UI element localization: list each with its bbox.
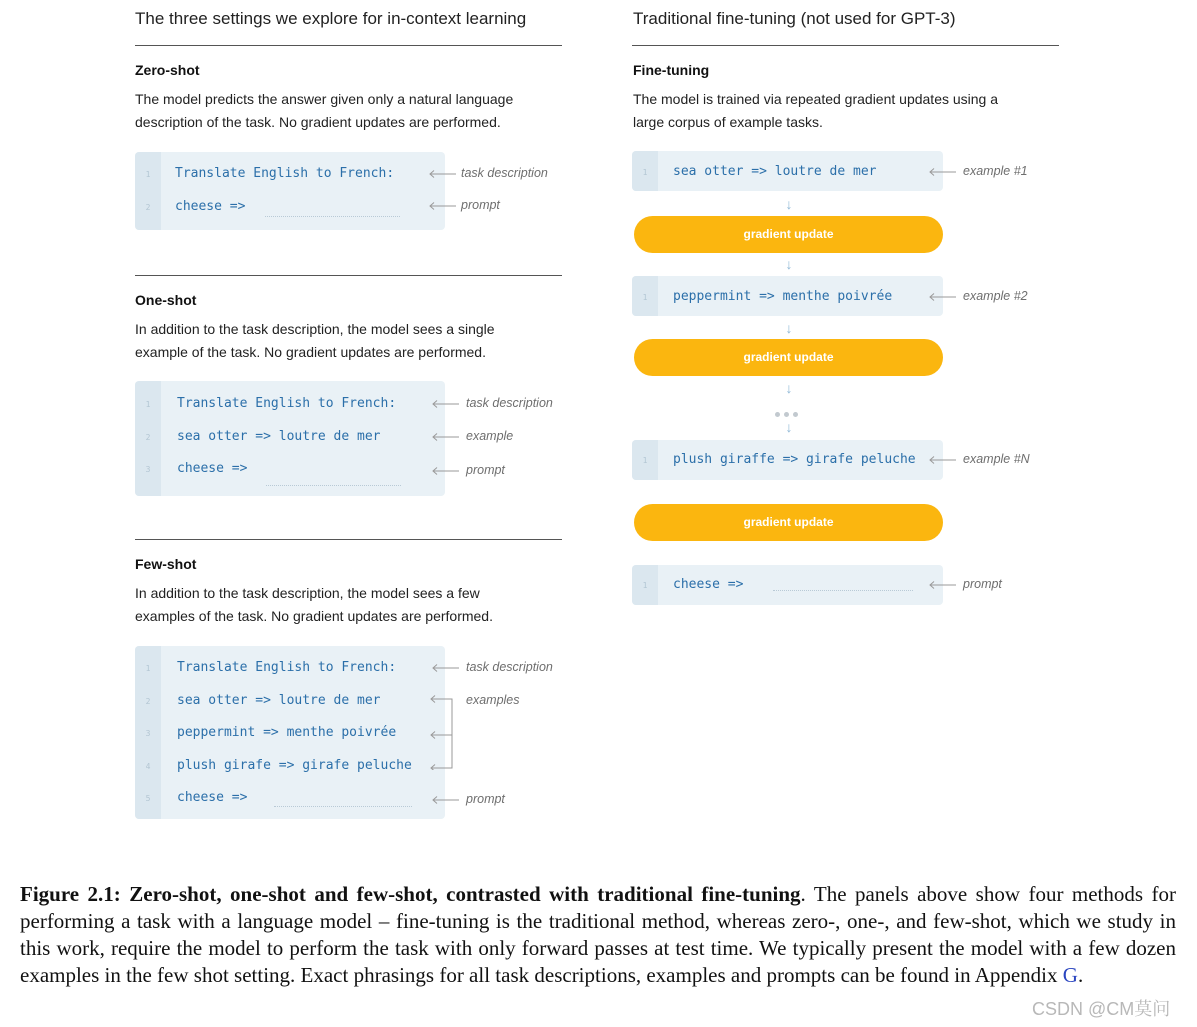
- answer-blank: [266, 485, 401, 486]
- code-line: cheese =>: [175, 199, 246, 214]
- down-arrow-icon: ↓: [785, 380, 793, 396]
- arrow-left-icon: [927, 291, 957, 303]
- code-line: plush giraffe => girafe peluche: [673, 452, 916, 467]
- right-title-rule: [632, 45, 1059, 46]
- annotation: examples: [466, 693, 520, 707]
- watermark: CSDN @CM莫问: [1032, 999, 1171, 1019]
- line-number: 2: [145, 697, 151, 706]
- down-arrow-icon: ↓: [785, 196, 793, 212]
- line-number: 4: [145, 762, 151, 771]
- zero-shot-prompt-box: [135, 152, 445, 230]
- section-rule: [135, 275, 562, 276]
- annotation: example #2: [963, 289, 1028, 303]
- arrow-left-icon: [927, 579, 957, 591]
- gradient-update-pill: gradient update: [634, 216, 943, 253]
- line-number: 1: [145, 400, 151, 409]
- code-line: cheese =>: [673, 577, 744, 592]
- arrow-left-icon: [430, 465, 460, 477]
- code-line: Translate English to French:: [177, 660, 397, 675]
- down-arrow-icon: ↓: [785, 320, 793, 336]
- down-arrow-icon: ↓: [785, 419, 793, 435]
- zero-shot-heading: Zero-shot: [135, 62, 200, 78]
- annotation: example: [466, 429, 514, 443]
- bracket-arrows-icon: [428, 690, 458, 770]
- line-number: 3: [145, 465, 151, 474]
- annotation: task description: [461, 166, 548, 180]
- answer-blank: [265, 216, 400, 217]
- arrow-left-icon: [427, 200, 457, 212]
- code-line: cheese =>: [177, 790, 248, 805]
- appendix-link[interactable]: G: [1062, 963, 1078, 987]
- figure-caption: Figure 2.1: Zero-shot, one-shot and few-shot, contrasted with traditional fine-tuning. The panels above show four methods for performing a task with a language model – fine-tuning is the traditional method, whereas zero-, one-, and few-shot, which we study in this work, require the model to perform the task with only forward passes at test time. We typically present the model with a few dozen examples in the few shot setting. Exact phrasings for all task descriptions, examples and prompts can be found in Appendix G.: [20, 882, 1176, 987]
- answer-blank: [274, 806, 412, 807]
- line-number: 1: [642, 456, 648, 465]
- code-line: peppermint => menthe poivrée: [177, 725, 397, 740]
- fine-tuning-heading: Fine-tuning: [633, 62, 710, 78]
- arrow-left-icon: [927, 454, 957, 466]
- arrow-left-icon: [427, 168, 457, 180]
- code-line: sea otter => loutre de mer: [177, 429, 381, 444]
- code-line: cheese =>: [177, 461, 248, 476]
- annotation: task description: [466, 660, 553, 674]
- answer-blank: [773, 590, 913, 591]
- line-number: 1: [145, 664, 151, 673]
- arrow-left-icon: [430, 662, 460, 674]
- line-number: 2: [145, 203, 151, 212]
- annotation: prompt: [466, 792, 505, 806]
- few-shot-description: In addition to the task description, the model sees a few examples of the task. No gradient updates are performed.: [135, 585, 493, 624]
- arrow-left-icon: [430, 398, 460, 410]
- left-column-title: The three settings we explore for in-context learning: [135, 9, 527, 28]
- annotation: example #N: [963, 452, 1030, 466]
- annotation: example #1: [963, 164, 1028, 178]
- line-number: 5: [145, 794, 151, 803]
- code-line: sea otter => loutre de mer: [673, 164, 877, 179]
- line-number: 1: [642, 168, 648, 177]
- arrow-left-icon: [430, 794, 460, 806]
- code-line: peppermint => menthe poivrée: [673, 289, 893, 304]
- annotation: prompt: [963, 577, 1002, 591]
- annotation: task description: [466, 396, 553, 410]
- gradient-update-pill: gradient update: [634, 339, 943, 376]
- code-line: plush girafe => girafe peluche: [177, 758, 412, 773]
- caption-label: Figure 2.1: Zero-shot, one-shot and few-shot, contrasted with traditional fine-tuning: [20, 882, 801, 906]
- line-number: 3: [145, 729, 151, 738]
- annotation: prompt: [461, 198, 500, 212]
- one-shot-heading: One-shot: [135, 292, 197, 308]
- line-number: 2: [145, 433, 151, 442]
- fine-tuning-description: The model is trained via repeated gradient updates using a large corpus of example tasks.: [633, 91, 999, 130]
- down-arrow-icon: ↓: [785, 256, 793, 272]
- code-line: Translate English to French:: [175, 166, 395, 181]
- code-line: sea otter => loutre de mer: [177, 693, 381, 708]
- zero-shot-gutter: [135, 152, 161, 230]
- section-rule: [135, 539, 562, 540]
- line-number: 1: [145, 170, 151, 179]
- zero-shot-description: The model predicts the answer given only a natural language description of the task. No gradient updates are performed.: [135, 91, 514, 130]
- gradient-update-pill: gradient update: [634, 504, 943, 541]
- code-line: Translate English to French:: [177, 396, 397, 411]
- line-number: 1: [642, 581, 648, 590]
- line-number: 1: [642, 293, 648, 302]
- arrow-left-icon: [430, 431, 460, 443]
- caption-body: . The panels above show four methods for performing a task with a language model – fine-tuning is the traditional method, whereas zero-, one-, and few-shot, which we study in this work, require the model to perform the task with only forward passes at test time. We typically present the model with a few dozen examples in the few shot setting. Exact phrasings for all task descriptions, examples and prompts can be found in Appendix: [20, 882, 1176, 987]
- one-shot-description: In addition to the task description, the model sees a single example of the task. No gradient updates are performed.: [135, 321, 495, 360]
- few-shot-heading: Few-shot: [135, 556, 197, 572]
- arrow-left-icon: [927, 166, 957, 178]
- right-column-title: Traditional fine-tuning (not used for GPT-3): [633, 9, 956, 28]
- left-title-rule: [135, 45, 562, 46]
- annotation: prompt: [466, 463, 505, 477]
